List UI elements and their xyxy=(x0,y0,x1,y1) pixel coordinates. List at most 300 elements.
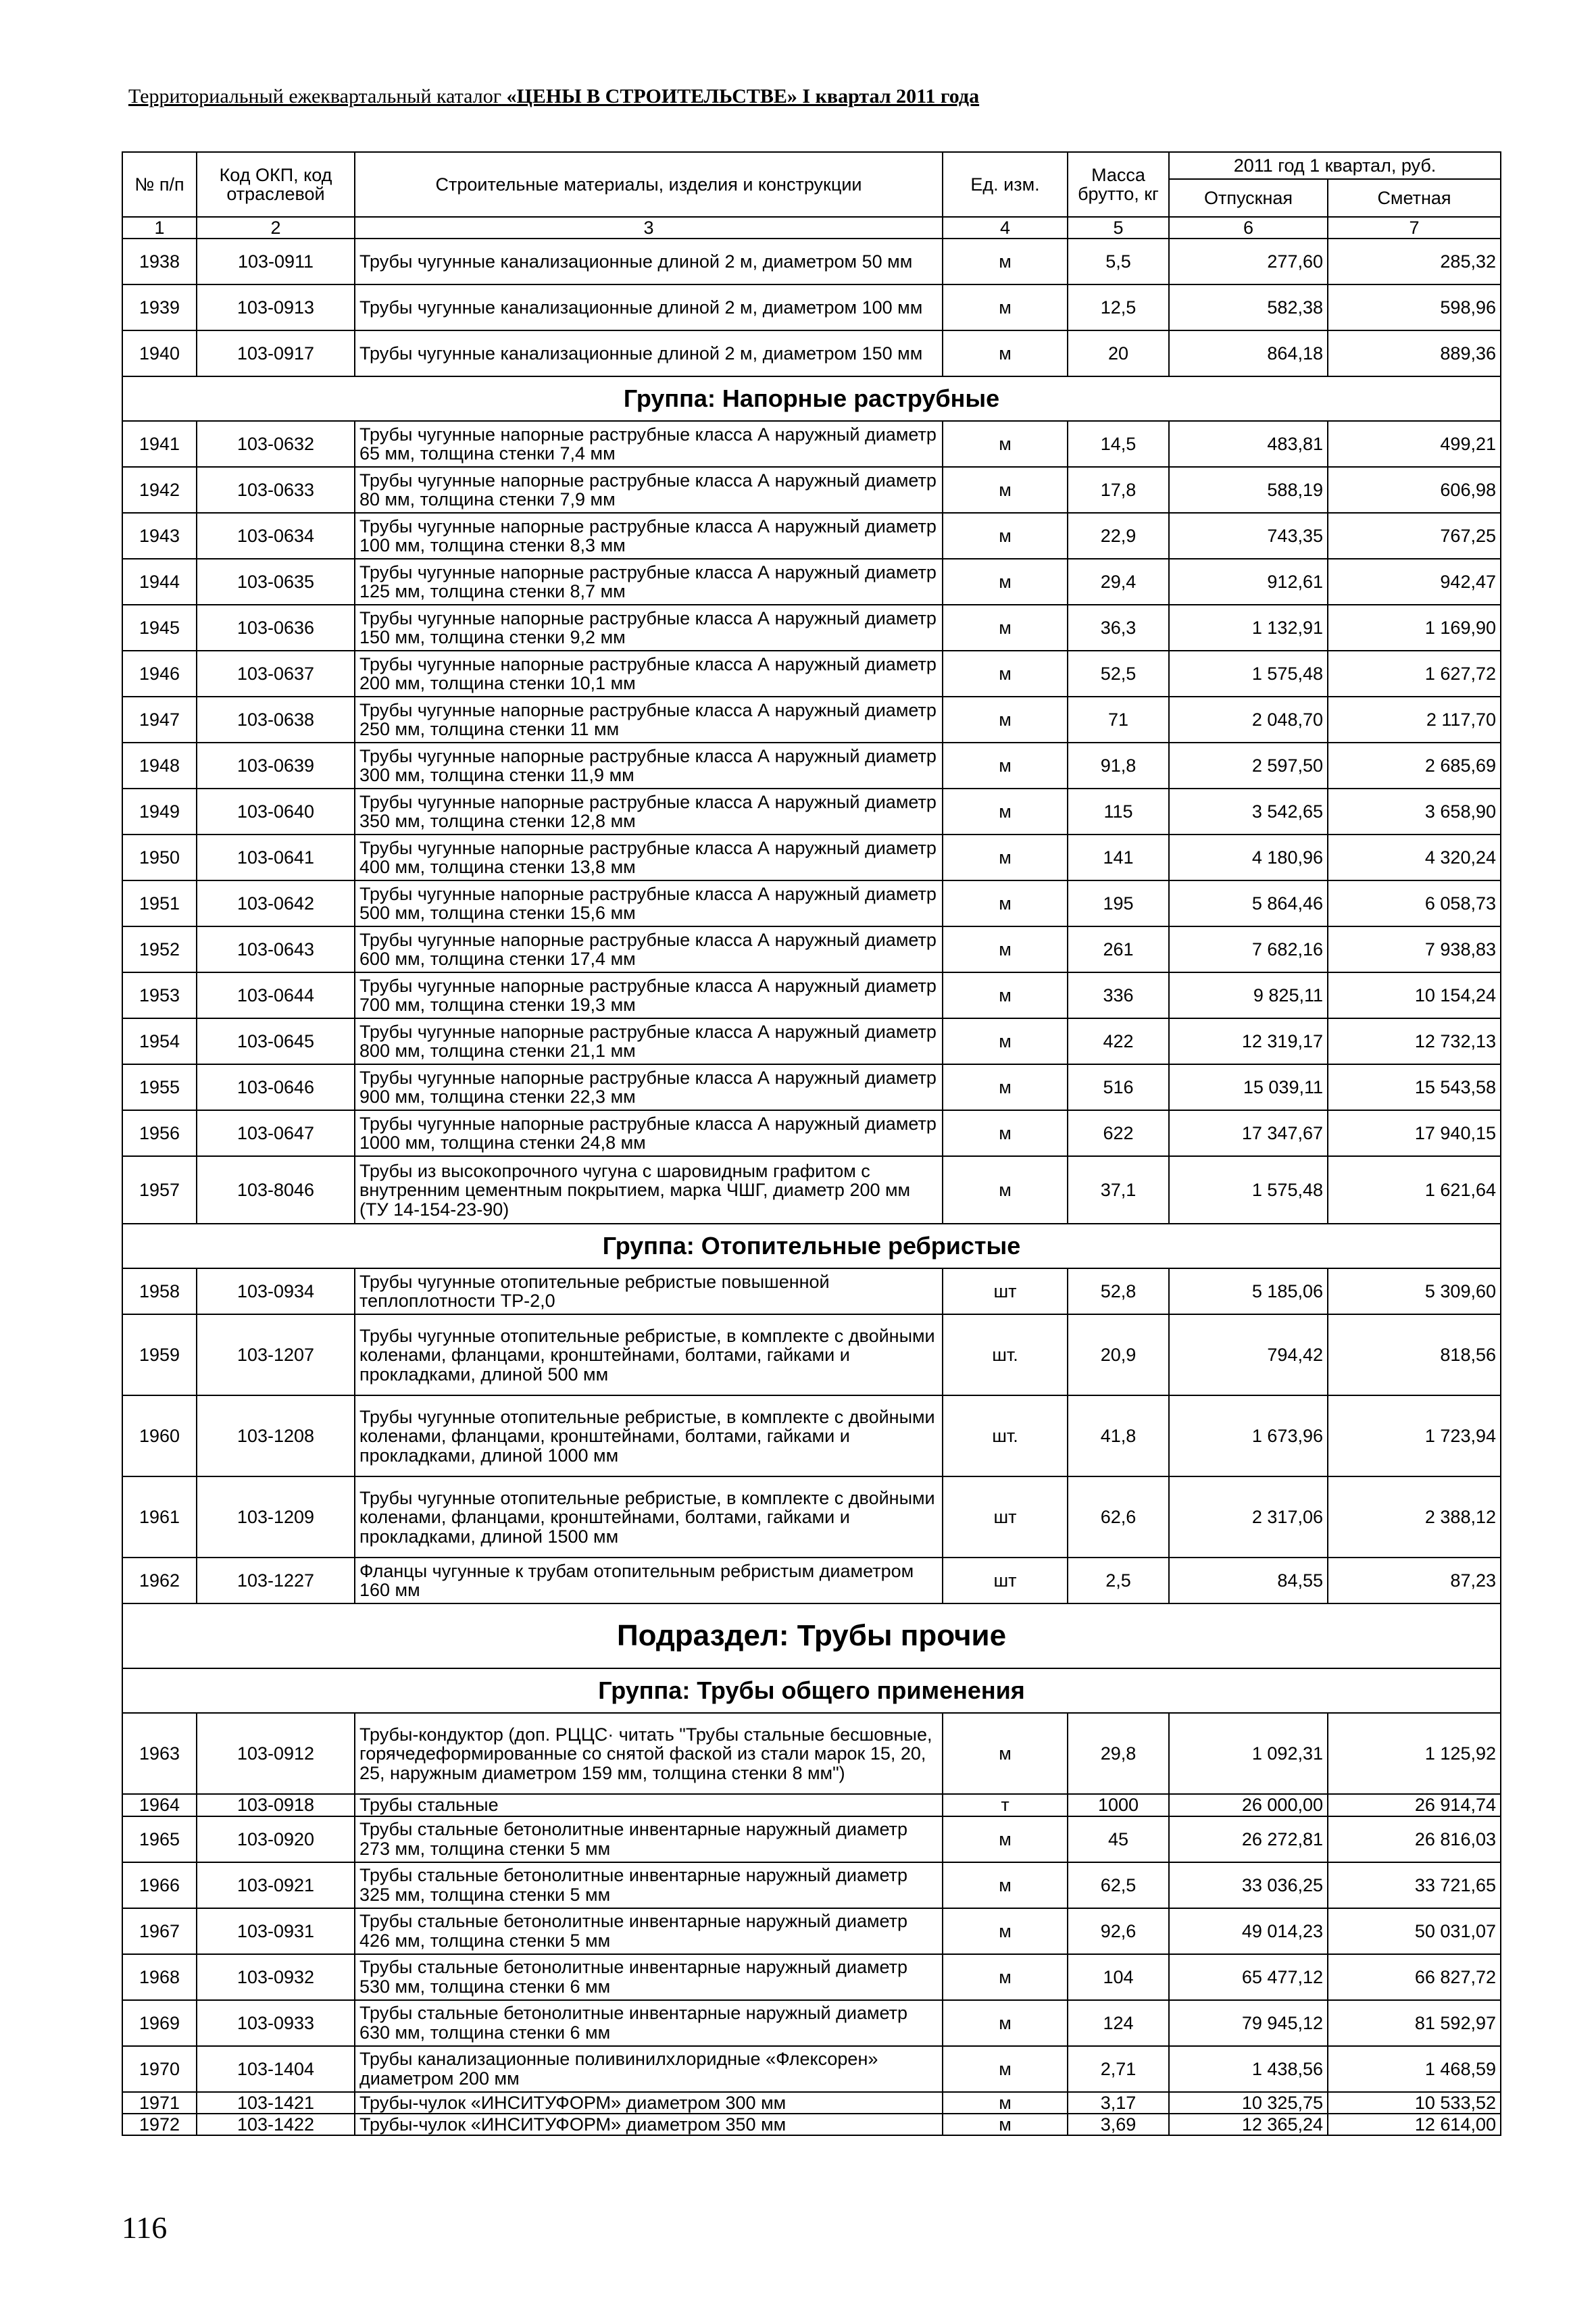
estimate-price: 942,47 xyxy=(1328,559,1501,605)
table-row xyxy=(122,651,1501,697)
header-prefix: Территориальный ежеквартальный каталог xyxy=(128,85,502,107)
table-row xyxy=(122,559,1501,605)
table-row xyxy=(122,2046,1501,2092)
release-price: 5 864,46 xyxy=(1169,880,1328,926)
estimate-price: 12 732,13 xyxy=(1328,1018,1501,1064)
gross-mass: 3,17 xyxy=(1068,2092,1169,2114)
gross-mass: 336 xyxy=(1068,972,1169,1018)
column-number: 2 xyxy=(197,217,355,239)
gross-mass: 14,5 xyxy=(1068,421,1169,467)
unit: м xyxy=(943,743,1068,789)
okp-code: 103-1404 xyxy=(197,2046,355,2092)
row-number: 1947 xyxy=(122,697,197,743)
table-row xyxy=(122,421,1501,467)
release-price: 794,42 xyxy=(1169,1314,1328,1395)
okp-code: 103-0644 xyxy=(197,972,355,1018)
release-price: 1 673,96 xyxy=(1169,1395,1328,1476)
gross-mass: 3,69 xyxy=(1068,2114,1169,2135)
table-row xyxy=(122,697,1501,743)
row-number: 1969 xyxy=(122,2000,197,2046)
table-row xyxy=(122,1314,1501,1395)
estimate-price: 26 914,74 xyxy=(1328,1794,1501,1816)
row-number: 1953 xyxy=(122,972,197,1018)
unit: м xyxy=(943,1156,1068,1224)
unit: м xyxy=(943,467,1068,513)
table-row xyxy=(122,1908,1501,1954)
table-row xyxy=(122,1954,1501,2000)
material-name: Трубы чугунные напорные раструбные класса А наружный диаметр 150 мм, толщина стенки 9,2 мм xyxy=(355,605,943,651)
table-header xyxy=(122,152,1501,239)
okp-code: 103-0913 xyxy=(197,284,355,330)
gross-mass: 20,9 xyxy=(1068,1314,1169,1395)
material-name: Трубы чугунные напорные раструбные класса А наружный диаметр 700 мм, толщина стенки 19,3 мм xyxy=(355,972,943,1018)
release-price: 864,18 xyxy=(1169,330,1328,376)
row-number: 1967 xyxy=(122,1908,197,1954)
unit: м xyxy=(943,605,1068,651)
header-title: «ЦЕНЫ В СТРОИТЕЛЬСТВЕ» I квартал 2011 года xyxy=(506,85,980,107)
group-row xyxy=(122,1668,1501,1713)
material-name: Трубы чугунные напорные раструбные класса А наружный диаметр 600 мм, толщина стенки 17,4 мм xyxy=(355,926,943,972)
row-number: 1945 xyxy=(122,605,197,651)
subsection-row xyxy=(122,1603,1501,1668)
material-name: Фланцы чугунные к трубам отопительным ребристым диаметром 160 мм xyxy=(355,1558,943,1603)
estimate-price: 1 723,94 xyxy=(1328,1395,1501,1476)
release-price: 1 132,91 xyxy=(1169,605,1328,651)
material-name: Трубы чугунные канализационные длиной 2 м, диаметром 100 мм xyxy=(355,284,943,330)
header-name: Строительные материалы, изделия и конструкции xyxy=(355,152,943,217)
row-number: 1939 xyxy=(122,284,197,330)
header-mass: Масса брутто, кг xyxy=(1068,152,1169,217)
material-name: Трубы стальные xyxy=(355,1794,943,1816)
material-name: Трубы чугунные напорные раструбные класса А наружный диаметр 800 мм, толщина стенки 21,1 мм xyxy=(355,1018,943,1064)
column-number: 3 xyxy=(355,217,943,239)
gross-mass: 104 xyxy=(1068,1954,1169,2000)
release-price: 2 597,50 xyxy=(1169,743,1328,789)
release-price: 12 365,24 xyxy=(1169,2114,1328,2135)
material-name: Трубы чугунные напорные раструбные класса А наружный диаметр 350 мм, толщина стенки 12,8 мм xyxy=(355,789,943,835)
row-number: 1971 xyxy=(122,2092,197,2114)
row-number: 1966 xyxy=(122,1862,197,1908)
material-name: Трубы чугунные отопительные ребристые, в комплекте с двойными коленами, фланцами, кронштейнами, болтами, гайками и прокладками, длиной 1000 мм xyxy=(355,1395,943,1476)
estimate-price: 2 685,69 xyxy=(1328,743,1501,789)
unit: м xyxy=(943,1018,1068,1064)
release-price: 588,19 xyxy=(1169,467,1328,513)
gross-mass: 422 xyxy=(1068,1018,1169,1064)
okp-code: 103-0933 xyxy=(197,2000,355,2046)
table-row xyxy=(122,1156,1501,1224)
material-name: Трубы чугунные напорные раструбные класса А наружный диаметр 250 мм, толщина стенки 11 мм xyxy=(355,697,943,743)
material-name: Трубы стальные бетонолитные инвентарные наружный диаметр 273 мм, толщина стенки 5 мм xyxy=(355,1816,943,1862)
row-number: 1961 xyxy=(122,1476,197,1558)
okp-code: 103-0921 xyxy=(197,1862,355,1908)
material-name: Трубы стальные бетонолитные инвентарные наружный диаметр 426 мм, толщина стенки 5 мм xyxy=(355,1908,943,1954)
release-price: 1 575,48 xyxy=(1169,651,1328,697)
unit: м xyxy=(943,1110,1068,1156)
header-num: № п/п xyxy=(122,152,197,217)
table-row xyxy=(122,2114,1501,2135)
estimate-price: 1 169,90 xyxy=(1328,605,1501,651)
table-row xyxy=(122,1862,1501,1908)
page-number: 116 xyxy=(122,2210,168,2245)
estimate-price: 17 940,15 xyxy=(1328,1110,1501,1156)
release-price: 49 014,23 xyxy=(1169,1908,1328,1954)
release-price: 9 825,11 xyxy=(1169,972,1328,1018)
unit: м xyxy=(943,1713,1068,1794)
gross-mass: 29,8 xyxy=(1068,1713,1169,1794)
estimate-price: 889,36 xyxy=(1328,330,1501,376)
table-row xyxy=(122,2000,1501,2046)
subsection-title: Подраздел: Трубы прочие xyxy=(122,1603,1501,1668)
row-number: 1941 xyxy=(122,421,197,467)
table-row xyxy=(122,467,1501,513)
table-row xyxy=(122,926,1501,972)
row-number: 1956 xyxy=(122,1110,197,1156)
gross-mass: 45 xyxy=(1068,1816,1169,1862)
unit: м xyxy=(943,880,1068,926)
group-row xyxy=(122,376,1501,421)
gross-mass: 52,8 xyxy=(1068,1268,1169,1314)
row-number: 1968 xyxy=(122,1954,197,2000)
estimate-price: 6 058,73 xyxy=(1328,880,1501,926)
material-name: Трубы стальные бетонолитные инвентарные наружный диаметр 530 мм, толщина стенки 6 мм xyxy=(355,1954,943,2000)
estimate-price: 26 816,03 xyxy=(1328,1816,1501,1862)
estimate-price: 818,56 xyxy=(1328,1314,1501,1395)
unit: м xyxy=(943,421,1068,467)
unit: м xyxy=(943,697,1068,743)
unit: м xyxy=(943,926,1068,972)
okp-code: 103-0643 xyxy=(197,926,355,972)
gross-mass: 1000 xyxy=(1068,1794,1169,1816)
okp-code: 103-0637 xyxy=(197,651,355,697)
gross-mass: 115 xyxy=(1068,789,1169,835)
okp-code: 103-0918 xyxy=(197,1794,355,1816)
okp-code: 103-0642 xyxy=(197,880,355,926)
estimate-price: 50 031,07 xyxy=(1328,1908,1501,1954)
material-name: Трубы чугунные напорные раструбные класса А наружный диаметр 80 мм, толщина стенки 7,9 мм xyxy=(355,467,943,513)
unit: м xyxy=(943,1908,1068,1954)
estimate-price: 606,98 xyxy=(1328,467,1501,513)
estimate-price: 598,96 xyxy=(1328,284,1501,330)
material-name: Трубы чугунные напорные раструбные класса А наружный диаметр 200 мм, толщина стенки 10,1 мм xyxy=(355,651,943,697)
material-name: Трубы чугунные канализационные длиной 2 м, диаметром 50 мм xyxy=(355,239,943,284)
unit: шт xyxy=(943,1268,1068,1314)
unit: шт. xyxy=(943,1314,1068,1395)
material-name: Трубы-кондуктор (доп. РЦЦС· читать "Трубы стальные бесшовные, горячедеформированные со снятой фаской из стали марок 15, 20, 25, наружным диаметром 159 мм, толщина стенки 8 мм") xyxy=(355,1713,943,1794)
row-number: 1959 xyxy=(122,1314,197,1395)
table-row xyxy=(122,1794,1501,1816)
table-row xyxy=(122,239,1501,284)
okp-code: 103-1227 xyxy=(197,1558,355,1603)
header-period: 2011 год 1 квартал, руб. xyxy=(1169,152,1501,179)
row-number: 1955 xyxy=(122,1064,197,1110)
okp-code: 103-0931 xyxy=(197,1908,355,1954)
gross-mass: 52,5 xyxy=(1068,651,1169,697)
release-price: 4 180,96 xyxy=(1169,835,1328,880)
unit: шт xyxy=(943,1558,1068,1603)
row-number: 1970 xyxy=(122,2046,197,2092)
release-price: 3 542,65 xyxy=(1169,789,1328,835)
okp-code: 103-0636 xyxy=(197,605,355,651)
release-price: 65 477,12 xyxy=(1169,1954,1328,2000)
material-name: Трубы чугунные напорные раструбные класса А наружный диаметр 125 мм, толщина стенки 8,7 мм xyxy=(355,559,943,605)
table-row xyxy=(122,880,1501,926)
row-number: 1963 xyxy=(122,1713,197,1794)
table-row xyxy=(122,1395,1501,1476)
gross-mass: 141 xyxy=(1068,835,1169,880)
okp-code: 103-1207 xyxy=(197,1314,355,1395)
row-number: 1951 xyxy=(122,880,197,926)
gross-mass: 261 xyxy=(1068,926,1169,972)
price-table xyxy=(122,151,1501,2136)
estimate-price: 15 543,58 xyxy=(1328,1064,1501,1110)
material-name: Трубы чугунные напорные раструбные класса А наружный диаметр 65 мм, толщина стенки 7,4 мм xyxy=(355,421,943,467)
row-number: 1964 xyxy=(122,1794,197,1816)
column-number: 1 xyxy=(122,217,197,239)
gross-mass: 36,3 xyxy=(1068,605,1169,651)
okp-code: 103-0639 xyxy=(197,743,355,789)
gross-mass: 12,5 xyxy=(1068,284,1169,330)
release-price: 12 319,17 xyxy=(1169,1018,1328,1064)
okp-code: 103-0641 xyxy=(197,835,355,880)
group-title: Группа: Напорные раструбные xyxy=(122,376,1501,421)
okp-code: 103-0911 xyxy=(197,239,355,284)
okp-code: 103-0634 xyxy=(197,513,355,559)
unit: м xyxy=(943,559,1068,605)
okp-code: 103-0632 xyxy=(197,421,355,467)
okp-code: 103-0912 xyxy=(197,1713,355,1794)
estimate-price: 33 721,65 xyxy=(1328,1862,1501,1908)
gross-mass: 516 xyxy=(1068,1064,1169,1110)
gross-mass: 92,6 xyxy=(1068,1908,1169,1954)
row-number: 1944 xyxy=(122,559,197,605)
table-row xyxy=(122,513,1501,559)
unit: м xyxy=(943,330,1068,376)
row-number: 1949 xyxy=(122,789,197,835)
row-number: 1948 xyxy=(122,743,197,789)
row-number: 1965 xyxy=(122,1816,197,1862)
unit: м xyxy=(943,651,1068,697)
estimate-price: 10 154,24 xyxy=(1328,972,1501,1018)
estimate-price: 87,23 xyxy=(1328,1558,1501,1603)
gross-mass: 37,1 xyxy=(1068,1156,1169,1224)
okp-code: 103-0934 xyxy=(197,1268,355,1314)
row-number: 1950 xyxy=(122,835,197,880)
release-price: 10 325,75 xyxy=(1169,2092,1328,2114)
gross-mass: 2,5 xyxy=(1068,1558,1169,1603)
release-price: 7 682,16 xyxy=(1169,926,1328,972)
table-row xyxy=(122,1816,1501,1862)
header-price-release: Отпускная xyxy=(1169,179,1328,217)
estimate-price: 81 592,97 xyxy=(1328,2000,1501,2046)
gross-mass: 124 xyxy=(1068,2000,1169,2046)
material-name: Трубы чугунные отопительные ребристые, в комплекте с двойными коленами, фланцами, кронштейнами, болтами, гайками и прокладками, длиной 500 мм xyxy=(355,1314,943,1395)
estimate-price: 1 621,64 xyxy=(1328,1156,1501,1224)
table-row xyxy=(122,1268,1501,1314)
unit: т xyxy=(943,1794,1068,1816)
table-row xyxy=(122,743,1501,789)
column-number: 6 xyxy=(1169,217,1328,239)
material-name: Трубы чугунные напорные раструбные класса А наружный диаметр 400 мм, толщина стенки 13,8 мм xyxy=(355,835,943,880)
okp-code: 103-0917 xyxy=(197,330,355,376)
estimate-price: 767,25 xyxy=(1328,513,1501,559)
estimate-price: 285,32 xyxy=(1328,239,1501,284)
table-row xyxy=(122,330,1501,376)
group-title: Группа: Трубы общего применения xyxy=(122,1668,1501,1713)
unit: шт. xyxy=(943,1395,1068,1476)
okp-code: 103-1209 xyxy=(197,1476,355,1558)
group-title: Группа: Отопительные ребристые xyxy=(122,1224,1501,1268)
estimate-price: 10 533,52 xyxy=(1328,2092,1501,2114)
table-row xyxy=(122,1018,1501,1064)
table-row xyxy=(122,835,1501,880)
row-number: 1962 xyxy=(122,1558,197,1603)
estimate-price: 5 309,60 xyxy=(1328,1268,1501,1314)
column-numbers-row xyxy=(122,217,1501,239)
material-name: Трубы-чулок «ИНСИТУФОРМ» диаметром 300 мм xyxy=(355,2092,943,2114)
release-price: 5 185,06 xyxy=(1169,1268,1328,1314)
table-body xyxy=(122,239,1501,2135)
estimate-price: 66 827,72 xyxy=(1328,1954,1501,2000)
row-number: 1954 xyxy=(122,1018,197,1064)
okp-code: 103-0638 xyxy=(197,697,355,743)
release-price: 483,81 xyxy=(1169,421,1328,467)
release-price: 26 272,81 xyxy=(1169,1816,1328,1862)
material-name: Трубы стальные бетонолитные инвентарные наружный диаметр 630 мм, толщина стенки 6 мм xyxy=(355,2000,943,2046)
material-name: Трубы из высокопрочного чугуна с шаровидным графитом с внутренним цементным покрытием, марка ЧШГ, диаметр 200 мм (ТУ 14-154-23-90) xyxy=(355,1156,943,1224)
material-name: Трубы-чулок «ИНСИТУФОРМ» диаметром 350 мм xyxy=(355,2114,943,2135)
gross-mass: 62,6 xyxy=(1068,1476,1169,1558)
unit: м xyxy=(943,1064,1068,1110)
estimate-price: 7 938,83 xyxy=(1328,926,1501,972)
estimate-price: 499,21 xyxy=(1328,421,1501,467)
gross-mass: 71 xyxy=(1068,697,1169,743)
unit: м xyxy=(943,1862,1068,1908)
release-price: 582,38 xyxy=(1169,284,1328,330)
gross-mass: 195 xyxy=(1068,880,1169,926)
table-row xyxy=(122,1110,1501,1156)
group-row xyxy=(122,1224,1501,1268)
table-row xyxy=(122,2092,1501,2114)
estimate-price: 1 468,59 xyxy=(1328,2046,1501,2092)
release-price: 1 438,56 xyxy=(1169,2046,1328,2092)
gross-mass: 5,5 xyxy=(1068,239,1169,284)
row-number: 1972 xyxy=(122,2114,197,2135)
release-price: 33 036,25 xyxy=(1169,1862,1328,1908)
table-row xyxy=(122,789,1501,835)
release-price: 15 039,11 xyxy=(1169,1064,1328,1110)
material-name: Трубы чугунные напорные раструбные класса А наружный диаметр 300 мм, толщина стенки 11,9 мм xyxy=(355,743,943,789)
material-name: Трубы канализационные поливинилхлоридные «Флексорен» диаметром 200 мм xyxy=(355,2046,943,2092)
row-number: 1938 xyxy=(122,239,197,284)
material-name: Трубы чугунные канализационные длиной 2 м, диаметром 150 мм xyxy=(355,330,943,376)
material-name: Трубы чугунные напорные раструбные класса А наружный диаметр 1000 мм, толщина стенки 24,8 мм xyxy=(355,1110,943,1156)
release-price: 277,60 xyxy=(1169,239,1328,284)
row-number: 1943 xyxy=(122,513,197,559)
row-number: 1952 xyxy=(122,926,197,972)
table-row xyxy=(122,1064,1501,1110)
gross-mass: 91,8 xyxy=(1068,743,1169,789)
row-number: 1940 xyxy=(122,330,197,376)
row-number: 1958 xyxy=(122,1268,197,1314)
okp-code: 103-1422 xyxy=(197,2114,355,2135)
okp-code: 103-0640 xyxy=(197,789,355,835)
release-price: 912,61 xyxy=(1169,559,1328,605)
material-name: Трубы стальные бетонолитные инвентарные наружный диаметр 325 мм, толщина стенки 5 мм xyxy=(355,1862,943,1908)
row-number: 1957 xyxy=(122,1156,197,1224)
estimate-price: 2 388,12 xyxy=(1328,1476,1501,1558)
table-row xyxy=(122,972,1501,1018)
material-name: Трубы чугунные напорные раструбные класса А наружный диаметр 500 мм, толщина стенки 15,6 мм xyxy=(355,880,943,926)
unit: м xyxy=(943,2092,1068,2114)
okp-code: 103-1421 xyxy=(197,2092,355,2114)
estimate-price: 3 658,90 xyxy=(1328,789,1501,835)
gross-mass: 20 xyxy=(1068,330,1169,376)
table-row xyxy=(122,605,1501,651)
okp-code: 103-0932 xyxy=(197,1954,355,2000)
release-price: 26 000,00 xyxy=(1169,1794,1328,1816)
release-price: 84,55 xyxy=(1169,1558,1328,1603)
gross-mass: 62,5 xyxy=(1068,1862,1169,1908)
gross-mass: 22,9 xyxy=(1068,513,1169,559)
estimate-price: 1 125,92 xyxy=(1328,1713,1501,1794)
unit: м xyxy=(943,2046,1068,2092)
release-price: 2 048,70 xyxy=(1169,697,1328,743)
column-number: 7 xyxy=(1328,217,1501,239)
row-number: 1946 xyxy=(122,651,197,697)
material-name: Трубы чугунные напорные раструбные класса А наружный диаметр 900 мм, толщина стенки 22,3 мм xyxy=(355,1064,943,1110)
estimate-price: 2 117,70 xyxy=(1328,697,1501,743)
okp-code: 103-0920 xyxy=(197,1816,355,1862)
row-number: 1942 xyxy=(122,467,197,513)
page-header xyxy=(128,85,1115,108)
release-price: 2 317,06 xyxy=(1169,1476,1328,1558)
okp-code: 103-0647 xyxy=(197,1110,355,1156)
material-name: Трубы чугунные напорные раструбные класса А наружный диаметр 100 мм, толщина стенки 8,3 мм xyxy=(355,513,943,559)
release-price: 17 347,67 xyxy=(1169,1110,1328,1156)
table-row xyxy=(122,1476,1501,1558)
gross-mass: 622 xyxy=(1068,1110,1169,1156)
column-number: 5 xyxy=(1068,217,1169,239)
gross-mass: 17,8 xyxy=(1068,467,1169,513)
header-code: Код ОКП, код отраслевой xyxy=(197,152,355,217)
unit: м xyxy=(943,835,1068,880)
okp-code: 103-8046 xyxy=(197,1156,355,1224)
unit: м xyxy=(943,789,1068,835)
unit: м xyxy=(943,513,1068,559)
unit: м xyxy=(943,1954,1068,2000)
estimate-price: 1 627,72 xyxy=(1328,651,1501,697)
okp-code: 103-1208 xyxy=(197,1395,355,1476)
row-number: 1960 xyxy=(122,1395,197,1476)
okp-code: 103-0646 xyxy=(197,1064,355,1110)
table-row xyxy=(122,1713,1501,1794)
header-unit: Ед. изм. xyxy=(943,152,1068,217)
material-name: Трубы чугунные отопительные ребристые повышенной теплоплотности ТР-2,0 xyxy=(355,1268,943,1314)
release-price: 743,35 xyxy=(1169,513,1328,559)
column-number: 4 xyxy=(943,217,1068,239)
gross-mass: 41,8 xyxy=(1068,1395,1169,1476)
unit: шт xyxy=(943,1476,1068,1558)
gross-mass: 29,4 xyxy=(1068,559,1169,605)
header-price-estimate: Сметная xyxy=(1328,179,1501,217)
unit: м xyxy=(943,2114,1068,2135)
release-price: 1 575,48 xyxy=(1169,1156,1328,1224)
okp-code: 103-0645 xyxy=(197,1018,355,1064)
unit: м xyxy=(943,1816,1068,1862)
unit: м xyxy=(943,284,1068,330)
estimate-price: 12 614,00 xyxy=(1328,2114,1501,2135)
estimate-price: 4 320,24 xyxy=(1328,835,1501,880)
